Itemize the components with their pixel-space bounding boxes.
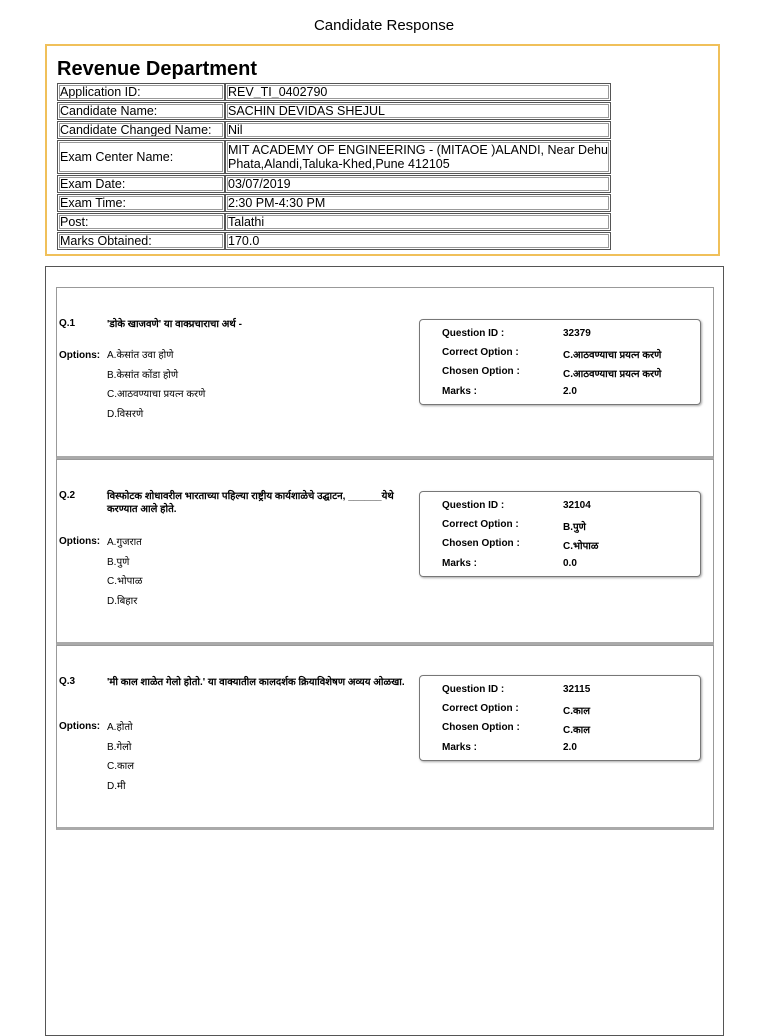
option-item: A.होतो (107, 722, 133, 733)
info-value: 170.0 (225, 232, 611, 250)
info-value: 03/07/2019 (225, 175, 611, 193)
question-id-value: 32115 (563, 684, 591, 695)
option-item: D.बिहार (107, 595, 138, 607)
question-block (56, 287, 714, 459)
info-label: Candidate Changed Name: (57, 121, 225, 139)
info-row (57, 83, 611, 101)
department-title: Revenue Department (57, 58, 258, 80)
info-row (57, 102, 611, 120)
info-value: Nil (225, 121, 611, 139)
question-text: 'मी काल शाळेत गेलो होतो.' या वाक्यातील कालदर्शक क्रियाविशेषण अव्यय ओळखा. (107, 677, 405, 688)
chosen-option-label: Chosen Option : (442, 366, 520, 377)
info-label: Exam Time: (57, 194, 225, 212)
info-value: SACHIN DEVIDAS SHEJUL (225, 102, 611, 120)
question-id-value: 32104 (563, 500, 591, 511)
info-row (57, 232, 611, 250)
options-list (107, 533, 143, 611)
info-label: Candidate Name: (57, 102, 225, 120)
option-item: A.केसांत उवा होणे (107, 350, 174, 361)
correct-option-value: C.आठवण्याचा प्रयत्न करणे (563, 350, 662, 361)
chosen-option-value: C.आठवण्याचा प्रयत्न करणे (563, 369, 662, 380)
chosen-option-value: C.काल (563, 725, 591, 736)
info-row (57, 140, 611, 174)
info-label: Exam Date: (57, 175, 225, 193)
marks-label: Marks : (442, 386, 478, 397)
info-row (57, 213, 611, 231)
marks-value: 0.0 (563, 558, 577, 569)
marks-label: Marks : (442, 742, 478, 753)
chosen-option-value: C.भोपाळ (563, 541, 599, 552)
option-item: D.मी (107, 780, 126, 792)
option-item: D.विसरणे (107, 408, 144, 420)
marks-value: 2.0 (563, 386, 577, 397)
question-number: Q.2 (59, 490, 76, 501)
answer-summary-box (419, 675, 701, 761)
correct-option-value: C.काल (563, 706, 591, 717)
candidate-info-table (57, 82, 611, 251)
option-item: B.गेलो (107, 741, 132, 753)
correct-option-value: B.पुणे (563, 522, 586, 533)
question-number: Q.1 (59, 318, 76, 329)
question-text: विस्फोटक शोधावरील भारताच्या पहिल्या राष्ट्रीय कार्यशाळेचे उद्घाटन, ______येथे करण्यात आले होते. (107, 491, 394, 515)
answer-summary-box (419, 319, 701, 405)
info-row (57, 121, 611, 139)
options-label: Options: (59, 536, 101, 547)
option-item: C.आठवण्याचा प्रयत्न करणे (107, 389, 206, 400)
info-label: Exam Center Name: (57, 140, 225, 174)
options-label: Options: (59, 721, 101, 732)
questions-frame (45, 266, 724, 1036)
option-item: B.पुणे (107, 556, 130, 568)
info-row (57, 194, 611, 212)
correct-option-label: Correct Option : (442, 703, 519, 714)
page-title: Candidate Response (313, 17, 455, 34)
options-list (107, 718, 134, 796)
question-block (56, 459, 714, 645)
question-id-label: Question ID : (442, 500, 505, 511)
question-id-value: 32379 (563, 328, 591, 339)
info-label: Application ID: (57, 83, 225, 101)
info-label: Marks Obtained: (57, 232, 225, 250)
option-item: B.केसांत कोंडा होणे (107, 369, 179, 381)
answer-summary-box (419, 491, 701, 577)
question-text: 'डोके खाजवणे' या वाक्प्रचाराचा अर्थ - (107, 319, 242, 330)
info-value: MIT ACADEMY OF ENGINEERING - (MITAOE )ALANDI, Near Dehu Phata,Alandi,Taluka-Khed,Pune 412105 (225, 140, 611, 174)
info-value: Talathi (225, 213, 611, 231)
chosen-option-label: Chosen Option : (442, 538, 520, 549)
info-row (57, 175, 611, 193)
chosen-option-label: Chosen Option : (442, 722, 520, 733)
info-label: Post: (57, 213, 225, 231)
correct-option-label: Correct Option : (442, 347, 519, 358)
question-id-label: Question ID : (442, 684, 505, 695)
question-id-label: Question ID : (442, 328, 505, 339)
question-number: Q.3 (59, 676, 76, 687)
marks-label: Marks : (442, 558, 478, 569)
option-item: C.भोपाळ (107, 576, 143, 587)
question-block (56, 645, 714, 830)
correct-option-label: Correct Option : (442, 519, 519, 530)
options-label: Options: (59, 350, 101, 361)
marks-value: 2.0 (563, 742, 577, 753)
options-list (107, 346, 205, 424)
candidate-info-panel (45, 44, 720, 256)
info-value: REV_TI_0402790 (225, 83, 611, 101)
option-item: A.गुजरात (107, 537, 142, 548)
option-item: C.काल (107, 761, 135, 772)
info-value: 2:30 PM-4:30 PM (225, 194, 611, 212)
